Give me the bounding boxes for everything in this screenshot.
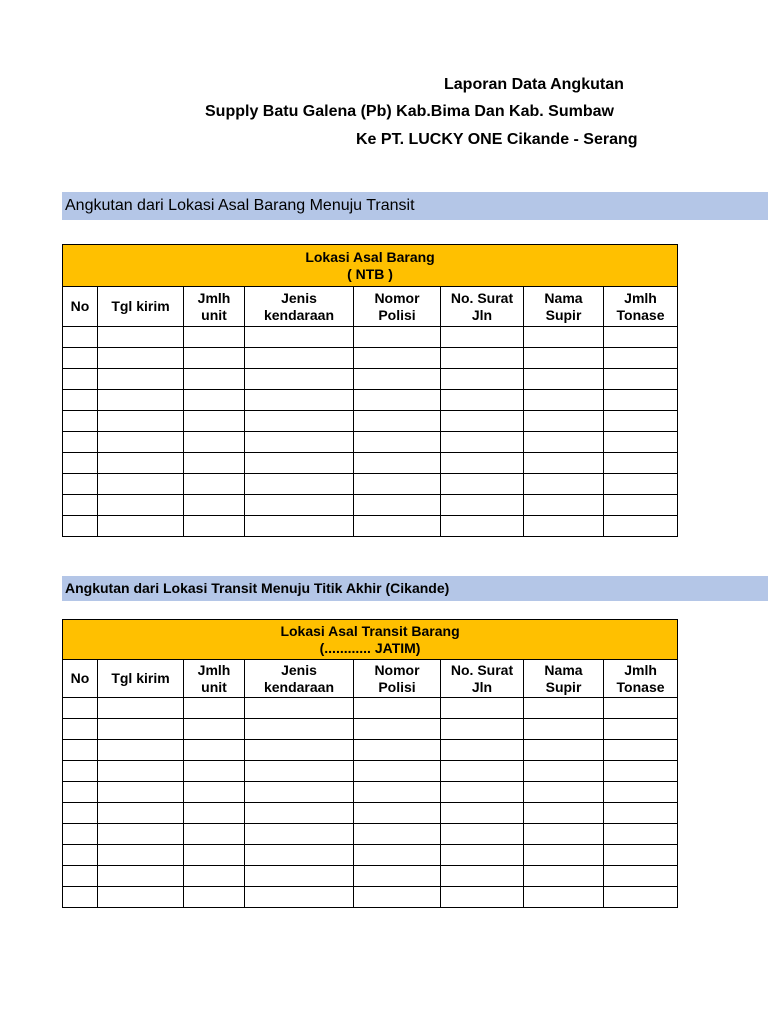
- table-cell[interactable]: [63, 516, 98, 537]
- table-cell[interactable]: [604, 411, 678, 432]
- column-header-line: Nama: [544, 661, 583, 678]
- table-cell[interactable]: [245, 761, 354, 782]
- table-cell[interactable]: [63, 719, 98, 740]
- table-cell[interactable]: [245, 845, 354, 866]
- table-cell[interactable]: [63, 432, 98, 453]
- table-cell[interactable]: [524, 453, 604, 474]
- table-cell[interactable]: [604, 474, 678, 495]
- column-header-line: Jmlh: [197, 661, 231, 678]
- table-cell[interactable]: [354, 390, 441, 411]
- table-cell[interactable]: [63, 887, 98, 908]
- table-cell[interactable]: [63, 453, 98, 474]
- table-cell[interactable]: [524, 495, 604, 516]
- table-row: [63, 866, 678, 887]
- table-cell[interactable]: [524, 845, 604, 866]
- table-cell[interactable]: [441, 432, 524, 453]
- table-cell[interactable]: [184, 390, 245, 411]
- table-cell[interactable]: [98, 369, 184, 390]
- table-row: [63, 698, 678, 719]
- column-header-row: [63, 660, 678, 698]
- table-cell[interactable]: [184, 803, 245, 824]
- table-cell[interactable]: [524, 411, 604, 432]
- table-cell[interactable]: [604, 453, 678, 474]
- table-row: [63, 719, 678, 740]
- table-cell[interactable]: [604, 803, 678, 824]
- table-row: [63, 782, 678, 803]
- table-cell[interactable]: [63, 761, 98, 782]
- table-cell[interactable]: [441, 348, 524, 369]
- table-cell[interactable]: [98, 719, 184, 740]
- table-cell[interactable]: [524, 698, 604, 719]
- table-cell[interactable]: [604, 887, 678, 908]
- table-cell[interactable]: [245, 495, 354, 516]
- table-cell[interactable]: [184, 474, 245, 495]
- transport-table-transit: [62, 619, 678, 908]
- table-cell[interactable]: [98, 390, 184, 411]
- table-cell[interactable]: [354, 782, 441, 803]
- table-cell[interactable]: [354, 803, 441, 824]
- table-cell[interactable]: [354, 369, 441, 390]
- table-cell[interactable]: [354, 740, 441, 761]
- table-cell[interactable]: [354, 516, 441, 537]
- table-cell[interactable]: [98, 740, 184, 761]
- report-subtitle: Supply Batu Galena (Pb) Kab.Bima Dan Kab. Sumbaw: [205, 103, 614, 120]
- table-cell[interactable]: [184, 719, 245, 740]
- table-cell[interactable]: [63, 348, 98, 369]
- section-2-title: Angkutan dari Lokasi Transit Menuju Titik Akhir (Cikande): [62, 576, 768, 601]
- table-cell[interactable]: [354, 698, 441, 719]
- table-cell[interactable]: [63, 845, 98, 866]
- table-cell[interactable]: [354, 411, 441, 432]
- table-cell[interactable]: [98, 453, 184, 474]
- table-cell[interactable]: [245, 453, 354, 474]
- table-cell[interactable]: [441, 698, 524, 719]
- table-cell[interactable]: [604, 348, 678, 369]
- table-cell[interactable]: [441, 803, 524, 824]
- location-label: Lokasi Asal Transit Barang: [280, 623, 460, 639]
- column-header: [524, 287, 604, 327]
- table-cell[interactable]: [524, 719, 604, 740]
- table-cell[interactable]: [441, 453, 524, 474]
- table-row: [63, 453, 678, 474]
- table-cell[interactable]: [524, 866, 604, 887]
- table-row: [63, 348, 678, 369]
- table-cell[interactable]: [63, 495, 98, 516]
- table-cell[interactable]: [245, 516, 354, 537]
- table-cell[interactable]: [441, 824, 524, 845]
- table-row: [63, 824, 678, 845]
- table-cell[interactable]: [604, 369, 678, 390]
- column-header-line: Tonase: [616, 306, 665, 323]
- column-header: [441, 660, 524, 698]
- table-cell[interactable]: [98, 432, 184, 453]
- table-cell[interactable]: [98, 887, 184, 908]
- table-cell[interactable]: [604, 327, 678, 348]
- table-cell[interactable]: [604, 761, 678, 782]
- table-cell[interactable]: [245, 719, 354, 740]
- table-cell[interactable]: [245, 887, 354, 908]
- column-header: [63, 287, 98, 327]
- table-cell[interactable]: [184, 761, 245, 782]
- table-cell[interactable]: [441, 327, 524, 348]
- column-header-line: Jmlh: [624, 661, 657, 678]
- table-row: [63, 495, 678, 516]
- table-cell[interactable]: [245, 782, 354, 803]
- table-cell[interactable]: [524, 327, 604, 348]
- table-cell[interactable]: [184, 782, 245, 803]
- table-cell[interactable]: [441, 369, 524, 390]
- table-cell[interactable]: [441, 495, 524, 516]
- table-row: [63, 369, 678, 390]
- table-cell[interactable]: [245, 803, 354, 824]
- column-header: [604, 660, 678, 698]
- table-cell[interactable]: [524, 369, 604, 390]
- table-cell[interactable]: [98, 866, 184, 887]
- location-value: ( NTB ): [347, 266, 393, 282]
- table-cell[interactable]: [98, 803, 184, 824]
- table-cell[interactable]: [354, 474, 441, 495]
- table-cell[interactable]: [524, 887, 604, 908]
- column-header: [245, 287, 354, 327]
- table-cell[interactable]: [98, 824, 184, 845]
- table-cell[interactable]: [245, 390, 354, 411]
- column-header: [98, 287, 184, 327]
- column-header-line: kendaraan: [263, 306, 335, 323]
- table-cell[interactable]: [63, 369, 98, 390]
- table-cell[interactable]: [63, 327, 98, 348]
- table-cell[interactable]: [184, 516, 245, 537]
- table-cell[interactable]: [441, 740, 524, 761]
- table-cell[interactable]: [245, 432, 354, 453]
- table-cell[interactable]: [441, 866, 524, 887]
- column-header-line: Supir: [545, 306, 582, 323]
- table-cell[interactable]: [184, 453, 245, 474]
- column-header-line: unit: [201, 306, 227, 323]
- report-title: Laporan Data Angkutan: [444, 76, 624, 93]
- table-cell[interactable]: [354, 887, 441, 908]
- table-cell[interactable]: [354, 824, 441, 845]
- column-header-line: kendaraan: [263, 678, 335, 695]
- table-cell[interactable]: [98, 327, 184, 348]
- table-cell[interactable]: [524, 803, 604, 824]
- column-header: [63, 660, 98, 698]
- table-cell[interactable]: [441, 887, 524, 908]
- column-header-line: Polisi: [378, 306, 416, 323]
- table-row: [63, 761, 678, 782]
- table-cell[interactable]: [184, 845, 245, 866]
- table-cell[interactable]: [354, 453, 441, 474]
- table-cell[interactable]: [245, 824, 354, 845]
- table-cell[interactable]: [184, 369, 245, 390]
- table-cell[interactable]: [354, 327, 441, 348]
- table-row: [63, 516, 678, 537]
- table-cell[interactable]: [604, 390, 678, 411]
- table-cell[interactable]: [441, 761, 524, 782]
- column-header-line: unit: [201, 678, 227, 695]
- location-label: Lokasi Asal Barang: [305, 249, 435, 265]
- table-cell[interactable]: [524, 474, 604, 495]
- table-cell[interactable]: [63, 824, 98, 845]
- report-destination: Ke PT. LUCKY ONE Cikande - Serang: [356, 131, 638, 148]
- column-header-line: Jmlh: [197, 289, 231, 306]
- table-cell[interactable]: [354, 348, 441, 369]
- table-cell[interactable]: [63, 782, 98, 803]
- table-cell[interactable]: [184, 887, 245, 908]
- table-row: [63, 740, 678, 761]
- column-header: [184, 287, 245, 327]
- table-cell[interactable]: [524, 348, 604, 369]
- table-cell[interactable]: [63, 803, 98, 824]
- table-cell[interactable]: [184, 495, 245, 516]
- table-row: [63, 411, 678, 432]
- column-header-line: Supir: [545, 678, 582, 695]
- table-cell[interactable]: [98, 698, 184, 719]
- column-header-line: Nama: [544, 289, 583, 306]
- table-cell[interactable]: [245, 740, 354, 761]
- table-row: [63, 432, 678, 453]
- table-cell[interactable]: [441, 516, 524, 537]
- table-cell[interactable]: [63, 411, 98, 432]
- table-cell[interactable]: [604, 824, 678, 845]
- table-cell[interactable]: [441, 390, 524, 411]
- table-row: [63, 327, 678, 348]
- table-cell[interactable]: [184, 698, 245, 719]
- table-cell[interactable]: [184, 866, 245, 887]
- table-cell[interactable]: [524, 824, 604, 845]
- table-cell[interactable]: [604, 782, 678, 803]
- table-cell[interactable]: [354, 432, 441, 453]
- table-cell[interactable]: [184, 348, 245, 369]
- table-cell[interactable]: [604, 866, 678, 887]
- table-cell[interactable]: [98, 516, 184, 537]
- table-cell[interactable]: [604, 698, 678, 719]
- table-cell[interactable]: [245, 474, 354, 495]
- location-value: (............ JATIM): [319, 640, 421, 656]
- column-header: [604, 287, 678, 327]
- table-cell[interactable]: [245, 369, 354, 390]
- table-row: [63, 390, 678, 411]
- column-header-line: No. Surat: [450, 661, 514, 678]
- column-header-line: Tonase: [616, 678, 665, 695]
- column-header-line: No. Surat: [450, 289, 514, 306]
- column-header: [524, 660, 604, 698]
- table-cell[interactable]: [441, 474, 524, 495]
- column-header: [354, 287, 441, 327]
- table-row: [63, 803, 678, 824]
- column-header-line: Tgl kirim: [111, 298, 170, 314]
- table-cell[interactable]: [184, 327, 245, 348]
- table-cell[interactable]: [604, 495, 678, 516]
- table-cell[interactable]: [184, 432, 245, 453]
- column-header-line: No: [70, 298, 90, 314]
- column-header-line: Nomor: [374, 661, 420, 678]
- table-cell[interactable]: [63, 740, 98, 761]
- table-cell[interactable]: [98, 845, 184, 866]
- table-cell[interactable]: [184, 411, 245, 432]
- column-header-line: Tgl kirim: [111, 670, 170, 686]
- table-cell[interactable]: [98, 782, 184, 803]
- table-cell[interactable]: [441, 845, 524, 866]
- table-cell[interactable]: [524, 516, 604, 537]
- table-cell[interactable]: [245, 348, 354, 369]
- table-cell[interactable]: [354, 845, 441, 866]
- column-header-line: Polisi: [378, 678, 416, 695]
- table-cell[interactable]: [604, 845, 678, 866]
- column-header-line: Nomor: [374, 289, 420, 306]
- table-cell[interactable]: [441, 719, 524, 740]
- column-header: [441, 287, 524, 327]
- table-cell[interactable]: [524, 761, 604, 782]
- table-cell[interactable]: [245, 866, 354, 887]
- table-cell[interactable]: [524, 432, 604, 453]
- column-header: [354, 660, 441, 698]
- table-cell[interactable]: [354, 761, 441, 782]
- location-header: [63, 620, 678, 660]
- table-row: [63, 474, 678, 495]
- table-cell[interactable]: [184, 740, 245, 761]
- table-cell[interactable]: [63, 474, 98, 495]
- table-cell[interactable]: [524, 782, 604, 803]
- table-cell[interactable]: [184, 824, 245, 845]
- table-cell[interactable]: [98, 761, 184, 782]
- table-cell[interactable]: [245, 411, 354, 432]
- table-cell[interactable]: [604, 516, 678, 537]
- column-header-line: Jln: [471, 678, 493, 695]
- table-row: [63, 887, 678, 908]
- table-cell[interactable]: [604, 432, 678, 453]
- column-header: [245, 660, 354, 698]
- table-cell[interactable]: [604, 740, 678, 761]
- table-cell[interactable]: [604, 719, 678, 740]
- table-cell[interactable]: [63, 866, 98, 887]
- table-cell[interactable]: [98, 348, 184, 369]
- table-cell[interactable]: [354, 866, 441, 887]
- table-cell[interactable]: [98, 411, 184, 432]
- table-row: [63, 845, 678, 866]
- column-header-line: No: [70, 670, 90, 686]
- section-1-title: Angkutan dari Lokasi Asal Barang Menuju Transit: [62, 192, 768, 220]
- table-cell[interactable]: [98, 474, 184, 495]
- table-cell[interactable]: [441, 782, 524, 803]
- table-cell[interactable]: [245, 698, 354, 719]
- column-header-line: Jenis: [281, 289, 317, 306]
- column-header-line: Jenis: [281, 661, 317, 678]
- location-header: [63, 245, 678, 287]
- column-header: [98, 660, 184, 698]
- table-cell[interactable]: [524, 390, 604, 411]
- table-cell[interactable]: [63, 390, 98, 411]
- table-cell[interactable]: [441, 411, 524, 432]
- column-header: [184, 660, 245, 698]
- column-header-line: Jmlh: [624, 289, 657, 306]
- table-cell[interactable]: [354, 719, 441, 740]
- column-header-line: Jln: [471, 306, 493, 323]
- table-cell[interactable]: [524, 740, 604, 761]
- column-header-row: [63, 287, 678, 327]
- table-cell[interactable]: [63, 698, 98, 719]
- table-cell[interactable]: [354, 495, 441, 516]
- table-cell[interactable]: [98, 495, 184, 516]
- transport-table-origin: [62, 244, 678, 537]
- table-cell[interactable]: [245, 327, 354, 348]
